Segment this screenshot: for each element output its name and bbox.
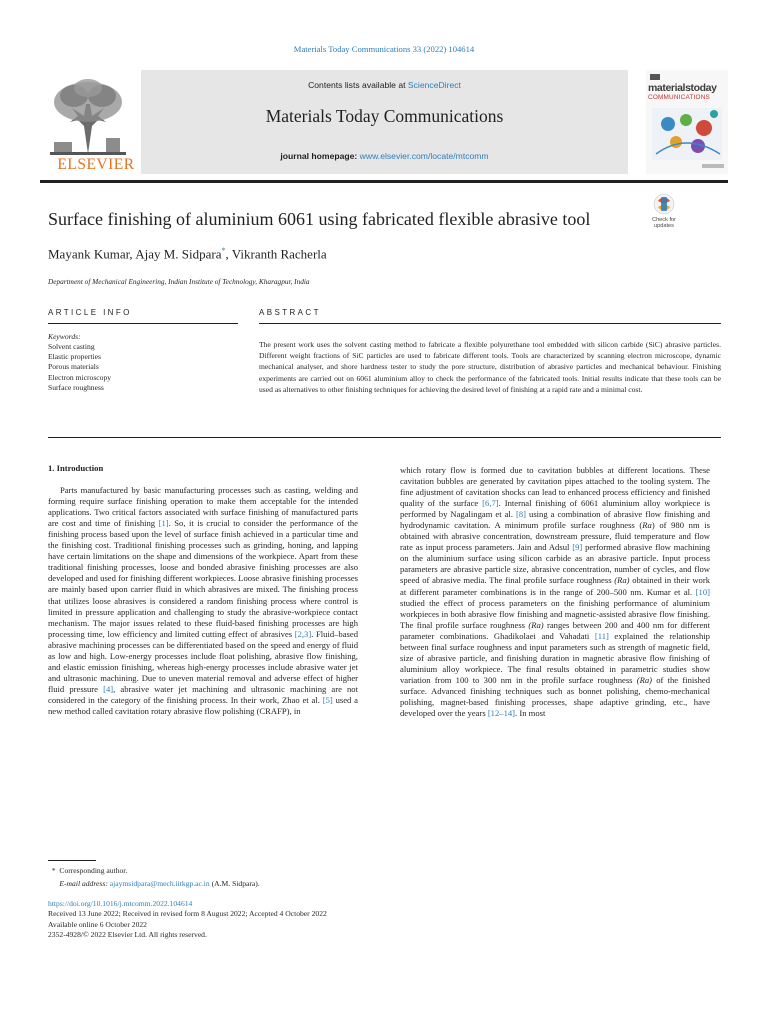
- received-dates: Received 13 June 2022; Received in revised form 8 August 2022; Accepted 4 October 2022: [48, 909, 327, 919]
- keyword-item: Elastic properties: [48, 352, 101, 362]
- text-run: explained the relationship between final surface roughness and input parameters such as strength of magnetic field, size of abrasive particle, and finishing duration in magnetic abrasive flow finishing of aluminium alloy workpiece. The final results obtained in parametric studies show variation from 100 to 300 nm in the profile surface roughness: [400, 630, 710, 685]
- email-label: E-mail address:: [59, 879, 110, 888]
- crossmark-line1: Check for: [652, 217, 676, 223]
- sciencedirect-link[interactable]: ScienceDirect: [407, 80, 461, 90]
- citation-link[interactable]: [6,7]: [482, 498, 499, 509]
- citation-link[interactable]: [8]: [515, 509, 527, 520]
- homepage-line: [141, 151, 628, 161]
- journal-reference-text[interactable]: Materials Today Communications 33 (2022) 104614: [293, 44, 475, 54]
- text-run: . In most: [515, 708, 546, 719]
- citation-link[interactable]: [10]: [695, 586, 710, 597]
- citation-link[interactable]: [1]: [158, 518, 169, 529]
- keyword-item: Porous materials: [48, 362, 99, 372]
- text-run: studied the effect of process parameters on the finishing performance of aluminium workpieces in both abrasive flow finishing and magnetic-assisted abrasive flow finishing. The final profile surface roughness: [400, 597, 710, 630]
- text-run: used a new method called cavitation rotary abrasive flow polishing (CRAFP), in: [48, 694, 358, 716]
- contents-prefix: Contents lists available at: [308, 80, 408, 90]
- citation-link[interactable]: [11]: [594, 630, 609, 641]
- affiliation: Department of Mechanical Engineering, Indian Institute of Technology, Kharagpur, India: [48, 277, 310, 286]
- citation-link[interactable]: [4]: [103, 683, 114, 694]
- journal-reference[interactable]: [0, 44, 768, 54]
- homepage-link[interactable]: www.elsevier.com/locate/mtcomm: [359, 151, 489, 161]
- text-run: Parts manufactured by basic manufacturing processes such as casting, welding and forming require surface finishing operation to make them acceptable for the intended applications. Two critical factors associated with surface finishing of manufactured parts are cost and time of finishing: [48, 485, 358, 529]
- citation-link[interactable]: [12–14]: [487, 708, 516, 719]
- footnote-divider: [48, 860, 96, 861]
- contents-line: [141, 80, 628, 90]
- symbol-ra: Ra: [642, 520, 652, 531]
- citation-link[interactable]: [9]: [572, 542, 583, 553]
- intro-paragraph-2: [400, 465, 710, 719]
- text-run: . Internal finishing of 6061 aluminium alloy workpiece is performed by Nagalingam et al.: [400, 498, 710, 520]
- journal-info-box: [141, 70, 628, 174]
- abstract-heading: ABSTRACT: [259, 308, 721, 324]
- cover-title-sub: COMMUNICATIONS: [648, 94, 710, 101]
- cover-title-main: materialstoday: [648, 82, 717, 94]
- abstract-text: The present work uses the solvent casting method to fabricate a flexible polyurethane tool embedded with silicon carbide (SiC) abrasive particles. Different weight fractions of SiC particles are used to fabricate different tools. Tools are characterized by scanning electron microscope, dynamic mechanical analyser, and shore hardness tester to study the pore structure, distribution of abrasive particles and mechanical behaviour. Finishing experiments are carried out on 6061 aluminium alloy to check the performance of the fabricated tools. Initial results indicate that these tools can be used as alternatives to other finishing techniques for achieving the desired level of finishing at a rapid rate and a minimal cost.: [259, 340, 721, 394]
- journal-cover-image[interactable]: [646, 70, 728, 174]
- author-list: [48, 246, 327, 262]
- symbol-ra: (Ra): [636, 674, 653, 685]
- symbol-ra: (Ra): [528, 619, 544, 630]
- footnote-mark: *: [51, 866, 56, 875]
- body-column-left: [48, 463, 358, 717]
- keyword-item: Solvent casting: [48, 342, 95, 351]
- keyword-item: Surface roughness: [48, 382, 104, 392]
- email-suffix: (A.M. Sidpara).: [209, 879, 260, 888]
- homepage-label: journal homepage:: [280, 151, 360, 161]
- copyright-line: 2352-4928/© 2022 Elsevier Ltd. All rights reserved.: [48, 930, 207, 940]
- elsevier-tree-logo-icon[interactable]: [48, 76, 135, 173]
- citation-link[interactable]: [2,3]: [294, 628, 312, 639]
- corresponding-author-mark[interactable]: *: [221, 246, 226, 255]
- text-run: ranges between 200 and 400 nm for different parameter combinations. Ghadikolaei and Vahadati: [400, 619, 710, 641]
- text-run: . So, it is crucial to consider the performance of the finishing process based upon the level of surface finish achieved in a particular time and the finishing cost. Traditional finishing processes such as grinding, honing, and lapping have certain limitations on the shape and dimensions of the workpiece. Apart from these traditional finishing processes, loose and bonded abrasive finishing processes are also developed and used for finishing different workpieces. Loose abrasive finishing processes are mainly based upon carrier fluid in which abrasives are mixed. The finishing process that utilizes loose abrasives is considered a random finishing process where control is limited in pressure application and challenging to study the abrasive-workpiece contact mechanism. The major issues related to these fluid-based finishing processes are high processing time, low efficiency and limited cutting effect of abrasives: [48, 518, 358, 639]
- symbol-ra: (Ra): [614, 575, 630, 586]
- footnote-corresponding: [48, 866, 127, 875]
- text-run: , abrasive water jet machining and ultrasonic machining are not considered in the category of the finishing process. In their work, Zhao et al.: [48, 683, 358, 705]
- text-run: performed abrasive flow machining on the aluminium surface using silicon carbide as an abrasive particle. Input process parameters are abrasive particle size, abrasive concentration, number of cycles, and flow speed of abrasive media. The final profile surface roughness: [400, 542, 710, 586]
- journal-title: Materials Today Communications: [265, 106, 504, 126]
- check-for-updates-icon[interactable]: [644, 191, 684, 231]
- keyword-item: Electron microscopy: [48, 372, 112, 382]
- intro-paragraph-1: [48, 485, 358, 717]
- text-run: ) of 980 nm is obtained with abrasive concentration, downstream pressure, fluid temperature and flow rate as input process parameters. Jain and Adsul: [400, 520, 710, 553]
- corresponding-author-note: Corresponding author.: [59, 866, 128, 875]
- text-run: which rotary flow is formed due to cavitation bubbles at different locations. These cavitation bubbles are generated by cavitation pipes attached to the tooling system. The fine adjustment of cavitation shocks can lead to enhanced process efficiency and finished quality of the surface: [400, 465, 710, 509]
- publisher-name: ELSEVIER: [57, 156, 135, 173]
- footnote-email: [48, 879, 260, 888]
- authors-part1: Mayank Kumar, Ajay M. Sidpara: [48, 246, 222, 262]
- body-column-right: [400, 465, 710, 719]
- citation-link[interactable]: [5]: [322, 694, 333, 705]
- abstract-divider: [48, 437, 721, 438]
- article-info-section: [48, 308, 238, 393]
- authors-part2: , Vikranth Racherla: [225, 246, 327, 262]
- available-online: Available online 6 October 2022: [48, 919, 147, 929]
- text-run: obtained in their work at different parameter combinations is in the range of 200–500 nm. Kumar et al.: [400, 575, 711, 597]
- journal-header: [40, 70, 728, 174]
- article-info-heading: ARTICLE INFO: [48, 308, 238, 324]
- keywords-label: Keywords:: [48, 332, 81, 341]
- crossmark-line2: updates: [654, 223, 674, 229]
- text-run: of the finished surface. Advanced finishing techniques such as bonnet polishing, chemo-mechanical polishing, magnet-based finishing processes, shape adaptive grinding, etc., have developed over the years: [400, 674, 711, 719]
- article-history: [48, 899, 327, 941]
- text-run: . Fluid–based abrasive machining processes can be differentiated based on the speed and energy of fluid as low and high. Low-energy processes include float polishing, abrasive flow finishing, and elastic emission finishing, whereas high-energy processes include abrasive water jet and ultrasonic machining. Due to uneven material removal and adverse effect of higher fluid pressure: [48, 628, 358, 694]
- email-link[interactable]: ajaymsidpara@mech.iitkgp.ac.in: [109, 879, 210, 888]
- text-run: using a combination of abrasive flow finishing and hydrodynamic cavitation. A minimum profile surface roughness (: [400, 509, 710, 531]
- abstract-section: [259, 308, 721, 395]
- article-title: Surface finishing of aluminium 6061 using fabricated flexible abrasive tool: [48, 209, 591, 229]
- header-divider: [40, 180, 728, 183]
- doi-link[interactable]: https://doi.org/10.1016/j.mtcomm.2022.104614: [48, 899, 193, 908]
- section-heading-introduction: 1. Introduction: [48, 463, 104, 473]
